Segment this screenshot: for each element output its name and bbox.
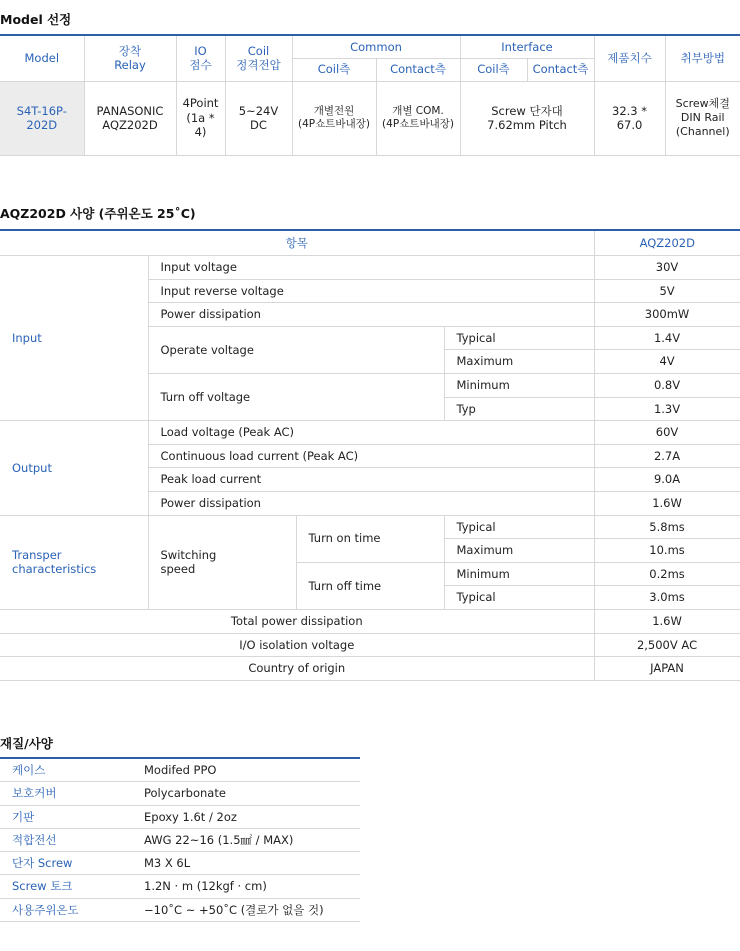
header-size: 제품치수 [594, 35, 665, 81]
header-coil: Coil 정격전압 [225, 35, 292, 81]
value-input-reverse-voltage: 5V [594, 279, 740, 303]
material-key: Screw 토크 [0, 875, 124, 898]
material-row [0, 782, 360, 805]
material-section-title: 재질/사양 [0, 736, 53, 751]
label-operate-voltage: Operate voltage [148, 326, 444, 373]
interface-value: Screw 단자대 7.62mm Pitch [460, 81, 594, 155]
label-load-voltage: Load voltage (Peak AC) [148, 421, 594, 445]
size-value: 32.3 * 67.0 [594, 81, 665, 155]
material-row [0, 898, 360, 921]
material-key: 보호커버 [0, 782, 124, 805]
spec-section-title: AQZ202D 사양 (주위온도 25˚C) [0, 206, 196, 221]
header-model: Model [0, 35, 84, 81]
label-input-reverse-voltage: Input reverse voltage [148, 279, 594, 303]
model-value: S4T-16P-202D [0, 81, 84, 155]
coil-value: 5~24V DC [225, 81, 292, 155]
value-io-isolation-voltage: 2,500V AC [594, 633, 740, 657]
group-output: Output [0, 421, 148, 515]
model-section-title: Model 선정 [0, 12, 72, 27]
value-continuous-load-current: 2.7A [594, 444, 740, 468]
label-turn-off-time-minimum: Minimum [444, 562, 594, 586]
label-switching-speed: Switching speed [148, 515, 296, 609]
material-key: 사용주위온도 [0, 898, 124, 921]
header-mount: 취부방법 [665, 35, 740, 81]
label-io-isolation-voltage: I/O isolation voltage [0, 633, 594, 657]
model-table [0, 34, 740, 156]
material-value: M3 X 6L [124, 852, 360, 875]
common-coil-value: 개별전원 (4P쇼트바내장) [292, 81, 376, 155]
header-common-coil: Coil측 [292, 58, 376, 81]
label-turn-off-typ: Typ [444, 397, 594, 421]
material-key: 케이스 [0, 758, 124, 782]
value-load-voltage: 60V [594, 421, 740, 445]
label-turn-off-minimum: Minimum [444, 373, 594, 397]
value-turn-on-typical: 5.8ms [594, 515, 740, 539]
value-peak-load-current: 9.0A [594, 468, 740, 492]
label-country-of-origin: Country of origin [0, 657, 594, 681]
value-operate-maximum: 4V [594, 350, 740, 374]
header-interface-contact: Contact측 [527, 58, 594, 81]
material-value: Polycarbonate [124, 782, 360, 805]
header-common-contact: Contact측 [376, 58, 460, 81]
group-transper: Transper characteristics [0, 515, 148, 609]
value-turn-on-maximum: 10.ms [594, 539, 740, 563]
value-turn-off-time-typical: 3.0ms [594, 586, 740, 610]
value-input-power-dissipation: 300mW [594, 303, 740, 327]
label-input-power-dissipation: Power dissipation [148, 303, 594, 327]
material-key: 단자 Screw [0, 852, 124, 875]
material-value: Epoxy 1.6t / 2oz [124, 805, 360, 828]
material-value: 1.2N · m (12kgf · cm) [124, 875, 360, 898]
mount-value: Screw체결 DIN Rail (Channel) [665, 81, 740, 155]
spec-table [0, 229, 740, 681]
header-common: Common [292, 35, 460, 58]
value-turn-off-time-minimum: 0.2ms [594, 562, 740, 586]
value-turn-off-minimum: 0.8V [594, 373, 740, 397]
label-continuous-load-current: Continuous load current (Peak AC) [148, 444, 594, 468]
label-total-power-dissipation: Total power dissipation [0, 609, 594, 633]
material-row [0, 852, 360, 875]
material-value: Modifed PPO [124, 758, 360, 782]
header-item: 항목 [0, 230, 594, 256]
value-output-power-dissipation: 1.6W [594, 491, 740, 515]
material-row [0, 828, 360, 851]
material-key: 적합전선 [0, 828, 124, 851]
header-interface-coil: Coil측 [460, 58, 527, 81]
value-operate-typical: 1.4V [594, 326, 740, 350]
label-turn-off-voltage: Turn off voltage [148, 373, 444, 420]
material-row [0, 805, 360, 828]
label-input-voltage: Input voltage [148, 256, 594, 280]
material-key: 기판 [0, 805, 124, 828]
label-operate-maximum: Maximum [444, 350, 594, 374]
header-aqz202d: AQZ202D [594, 230, 740, 256]
io-value: 4Point (1a * 4) [176, 81, 225, 155]
label-turn-on-maximum: Maximum [444, 539, 594, 563]
header-io: IO 점수 [176, 35, 225, 81]
value-total-power-dissipation: 1.6W [594, 609, 740, 633]
material-row [0, 875, 360, 898]
material-value: AWG 22~16 (1.5㎟ / MAX) [124, 828, 360, 851]
label-turn-off-time-typical: Typical [444, 586, 594, 610]
relay-value: PANASONIC AQZ202D [84, 81, 176, 155]
label-peak-load-current: Peak load current [148, 468, 594, 492]
material-row [0, 758, 360, 782]
label-turn-on-typical: Typical [444, 515, 594, 539]
value-turn-off-typ: 1.3V [594, 397, 740, 421]
header-interface: Interface [460, 35, 594, 58]
header-relay: 장착 Relay [84, 35, 176, 81]
value-input-voltage: 30V [594, 256, 740, 280]
label-turn-off-time: Turn off time [296, 562, 444, 609]
common-contact-value: 개별 COM. (4P쇼트바내장) [376, 81, 460, 155]
value-country-of-origin: JAPAN [594, 657, 740, 681]
label-output-power-dissipation: Power dissipation [148, 491, 594, 515]
label-turn-on-time: Turn on time [296, 515, 444, 562]
material-value: −10˚C ~ +50˚C (결로가 없을 것) [124, 898, 360, 921]
material-table [0, 757, 360, 922]
group-input: Input [0, 256, 148, 421]
label-operate-typical: Typical [444, 326, 594, 350]
